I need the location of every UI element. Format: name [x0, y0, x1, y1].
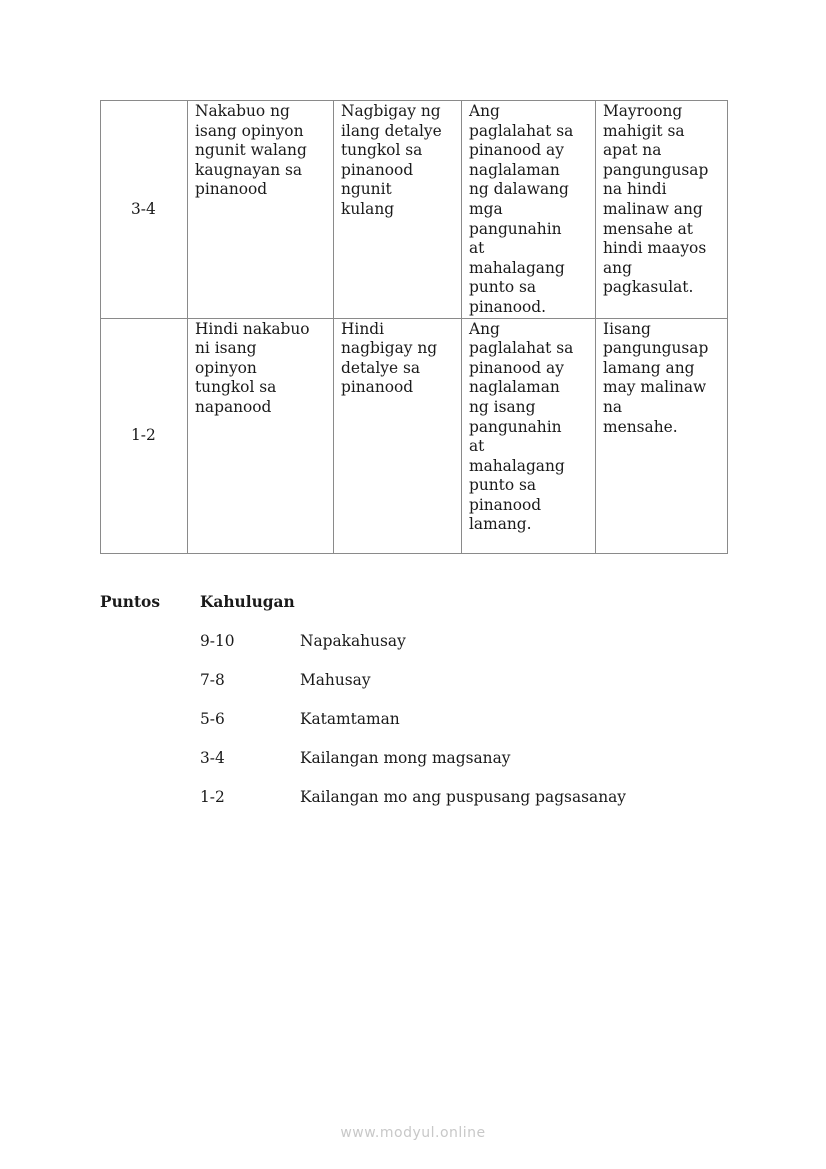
legend-meaning: Mahusay: [300, 671, 371, 689]
legend-points: 9-10: [200, 632, 235, 650]
table-row: [101, 101, 728, 319]
legend-meaning: Napakahusay: [300, 632, 406, 650]
criteria-cell: Hindi nagbigay ng detalye sa pinanood: [334, 318, 462, 553]
legend-meaning: Kailangan mong magsanay: [300, 749, 511, 767]
criteria-cell: Ang paglalahat sa pinanood ay naglalaman ng dalawang mga pangunahin at mahalagang punto sa pinanood.: [462, 101, 596, 319]
legend-points: 1-2: [200, 788, 225, 806]
rubric-table: [100, 100, 728, 554]
legend-meaning: Kailangan mo ang puspusang pagsasanay: [300, 788, 626, 806]
legend-points: 5-6: [200, 710, 225, 728]
criteria-cell: Hindi nakabuo ni isang opinyon tungkol sa napanood: [188, 318, 334, 553]
legend-points: 3-4: [200, 749, 225, 767]
legend-header-meaning: Kahulugan: [200, 593, 295, 611]
criteria-cell: Mayroong mahigit sa apat na pangungusap na hindi malinaw ang mensahe at hindi maayos ang pagkasulat.: [596, 101, 728, 319]
legend-header-points: Puntos: [100, 593, 160, 611]
criteria-cell: Nakabuo ng isang opinyon ngunit walang kaugnayan sa pinanood: [188, 101, 334, 319]
watermark: www.modyul.online: [340, 1125, 486, 1141]
table-row: [101, 318, 728, 553]
score-cell: 3-4: [101, 101, 188, 319]
score-cell: 1-2: [101, 318, 188, 553]
criteria-cell: Ang paglalahat sa pinanood ay naglalaman ng isang pangunahin at mahalagang punto sa pinanood lamang.: [462, 318, 596, 553]
criteria-cell: Iisang pangungusap lamang ang may malinaw na mensahe.: [596, 318, 728, 553]
criteria-cell: Nagbigay ng ilang detalye tungkol sa pinanood ngunit kulang: [334, 101, 462, 319]
legend-meaning: Katamtaman: [300, 710, 400, 728]
legend-points: 7-8: [200, 671, 225, 689]
